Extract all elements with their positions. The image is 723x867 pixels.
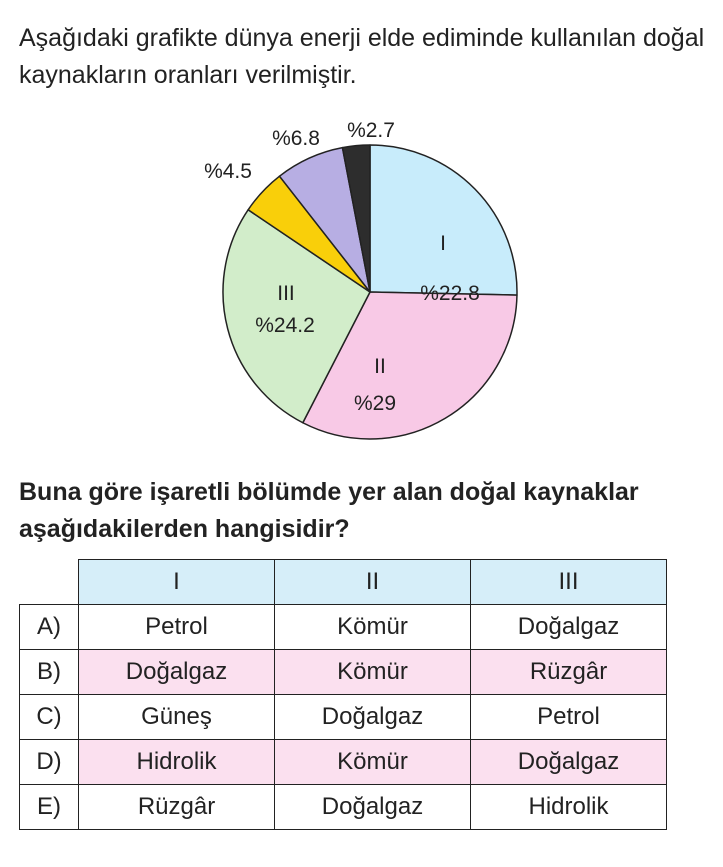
- option-cell: Rüzgâr: [471, 650, 667, 695]
- option-cell: Hidrolik: [471, 785, 667, 830]
- option-cell: Doğalgaz: [275, 785, 471, 830]
- option-cell: Doğalgaz: [471, 605, 667, 650]
- option-cell: Hidrolik: [79, 740, 275, 785]
- table-header-row: [20, 560, 667, 605]
- slice-percent-label: %2.7: [347, 119, 395, 142]
- header-col-1: I: [79, 560, 275, 605]
- slice-percent-label: %22.8: [420, 282, 480, 305]
- slice-percent-label: %29: [353, 392, 397, 415]
- option-row-d[interactable]: [20, 740, 667, 785]
- option-label: B): [20, 650, 79, 695]
- slice-roman-label: I: [440, 232, 446, 255]
- question-text: Buna göre işaretli bölümde yer alan doğal kaynaklar aşağıdakilerden hangisidir?: [19, 478, 639, 543]
- option-label: C): [20, 695, 79, 740]
- table-corner: [20, 560, 79, 605]
- option-row-a[interactable]: [20, 605, 667, 650]
- option-cell: Doğalgaz: [471, 740, 667, 785]
- pie-slice: [370, 145, 517, 295]
- slice-roman-label: III: [277, 282, 295, 305]
- intro-text: Aşağıdaki grafikte dünya enerji elde ediminde kullanılan doğal kaynakların oranları verilmiştir.: [19, 24, 705, 89]
- option-cell: Kömür: [275, 650, 471, 695]
- option-cell: Kömür: [275, 605, 471, 650]
- option-cell: Doğalgaz: [79, 650, 275, 695]
- header-col-2: II: [275, 560, 471, 605]
- option-cell: Rüzgâr: [79, 785, 275, 830]
- option-cell: Güneş: [79, 695, 275, 740]
- slice-roman-label: II: [374, 355, 386, 378]
- option-cell: Petrol: [79, 605, 275, 650]
- option-cell: Petrol: [471, 695, 667, 740]
- option-row-b[interactable]: [20, 650, 667, 695]
- slice-percent-label: %4.5: [204, 160, 252, 183]
- option-row-c[interactable]: [20, 695, 667, 740]
- slice-percent-label: %6.8: [272, 127, 320, 150]
- answer-table: [19, 559, 667, 830]
- option-cell: Doğalgaz: [275, 695, 471, 740]
- option-label: D): [20, 740, 79, 785]
- option-label: A): [20, 605, 79, 650]
- slice-percent-label: %24.2: [255, 314, 315, 337]
- option-row-e[interactable]: [20, 785, 667, 830]
- header-col-3: III: [471, 560, 667, 605]
- option-label: E): [20, 785, 79, 830]
- option-cell: Kömür: [275, 740, 471, 785]
